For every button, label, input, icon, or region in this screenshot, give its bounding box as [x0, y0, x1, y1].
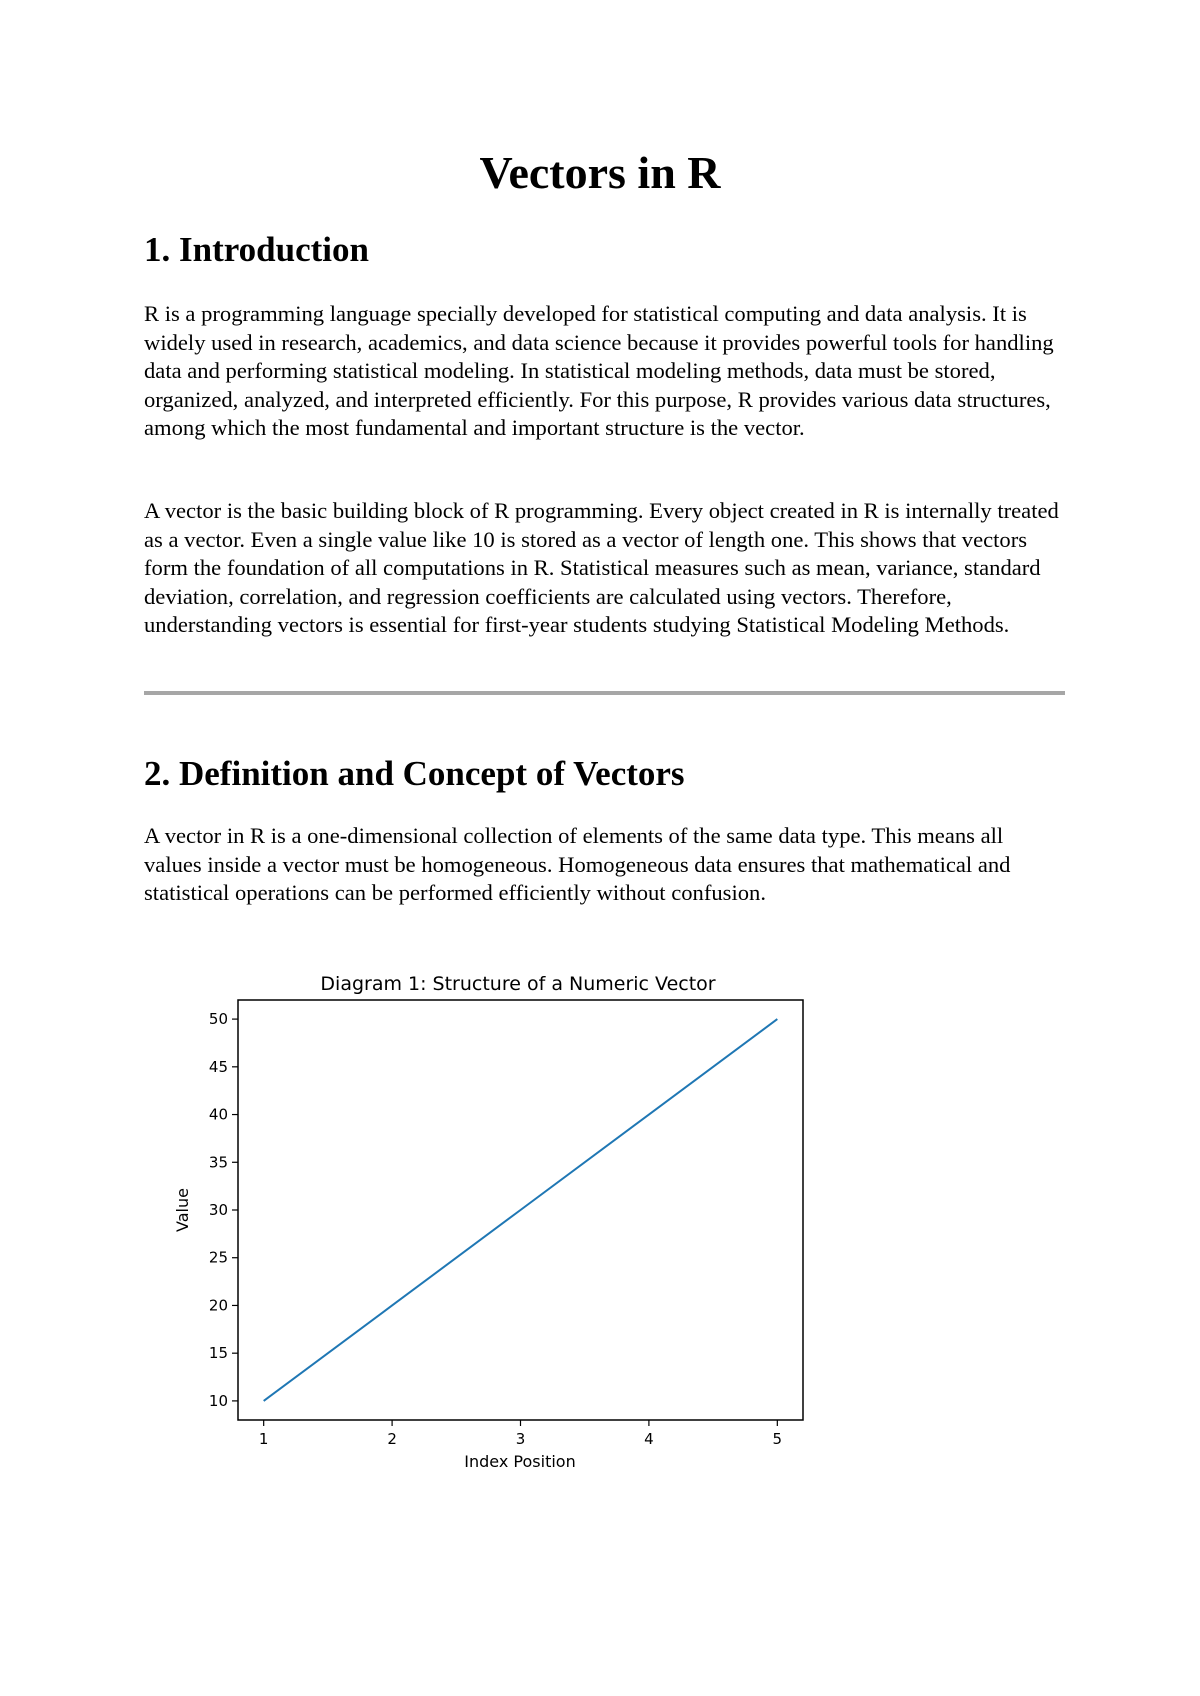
y-tick-label: 20	[208, 1296, 228, 1315]
document-title: Vectors in R	[479, 147, 721, 198]
x-tick-label: 2	[387, 1430, 397, 1448]
intro-paragraph-2: A vector is the basic building block of R programming. Every object created in R is internally treated as a vector. Even a single value like 10 is stored as a vector of length one. This shows that vectors form the foundation of all computations in R. Statistical measures such as mean, variance, standard deviation, correlation, and regression coefficients are calculated using vectors. Therefore, understanding vectors is essential for first-year students studying Statistical Modeling Methods.	[144, 498, 1059, 637]
x-tick-label: 3	[515, 1430, 526, 1448]
x-tick-label: 1	[258, 1430, 269, 1448]
section-divider	[144, 691, 1065, 695]
x-tick-label: 5	[772, 1430, 783, 1448]
section-heading-definition: 2. Definition and Concept of Vectors	[144, 754, 685, 793]
y-tick-label: 50	[208, 1010, 228, 1029]
x-tick-label: 4	[644, 1430, 654, 1448]
y-tick-label: 25	[208, 1248, 228, 1267]
y-axis-label: Value	[173, 1188, 192, 1232]
y-axis-ticks	[209, 1010, 238, 1410]
series-group	[264, 1019, 778, 1401]
line-chart	[160, 960, 820, 1480]
chart-title: Diagram 1: Structure of a Numeric Vector	[320, 973, 716, 995]
intro-paragraph-1: R is a programming language specially developed for statistical computing and data analysis. It is widely used in research, academics, and data science because it provides powerful tools for handling data and performing statistical modeling. In statistical modeling methods, data must be stored, organized, analyzed, and interpreted efficiently. For this purpose, R provides various data structures, among which the most fundamental and important structure is the vector.	[144, 301, 1054, 440]
y-tick-label: 30	[208, 1201, 228, 1219]
x-axis-label: Index Position	[464, 1452, 576, 1471]
x-axis-ticks	[259, 1420, 782, 1448]
y-tick-label: 10	[208, 1391, 228, 1410]
series-line	[264, 1019, 778, 1401]
y-tick-label: 40	[208, 1105, 228, 1124]
y-tick-label: 45	[208, 1057, 228, 1076]
section-heading-introduction: 1. Introduction	[144, 230, 369, 269]
y-tick-label: 15	[208, 1344, 228, 1363]
y-tick-label: 35	[208, 1153, 228, 1172]
definition-paragraph: A vector in R is a one-dimensional collection of elements of the same data type. This means all values inside a vector must be homogeneous. Homogeneous data ensures that mathematical and statistical operations can be performed efficiently without confusion.	[144, 823, 1011, 905]
